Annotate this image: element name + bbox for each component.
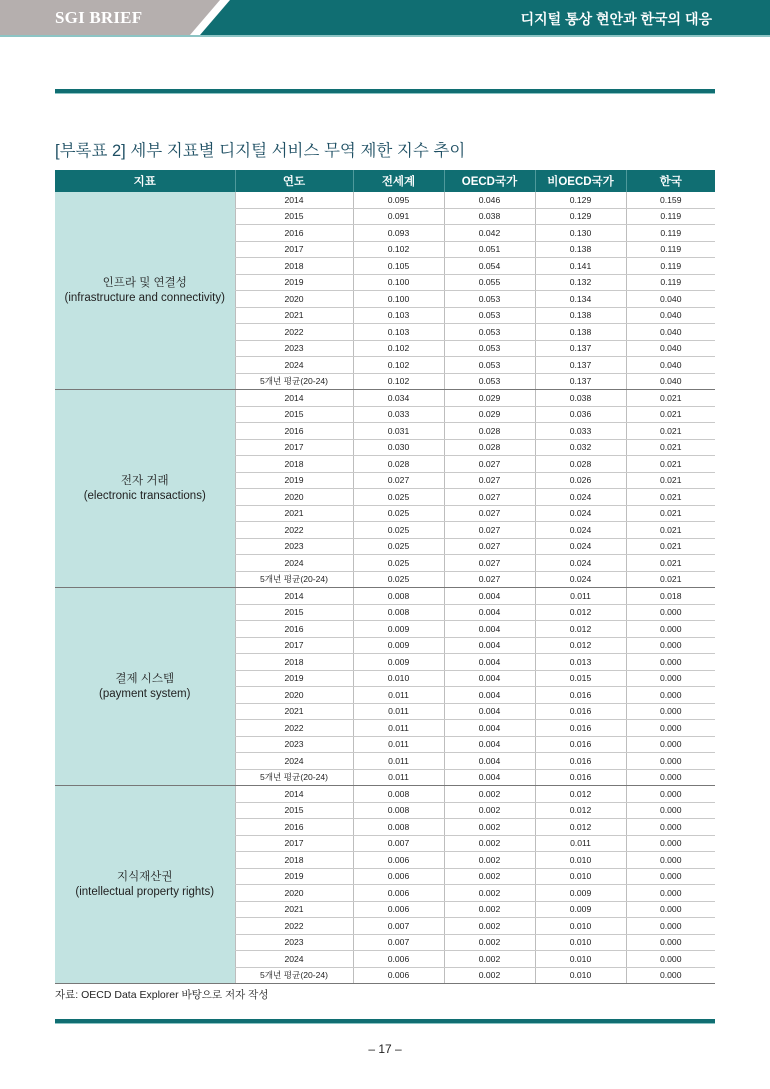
cell-oecd: 0.027: [444, 456, 535, 473]
cell-oecd: 0.053: [444, 291, 535, 308]
cell-korea: 0.119: [626, 274, 715, 291]
cell-year: 2021: [235, 505, 353, 522]
table-header-row: [55, 170, 715, 192]
cell-non-oecd: 0.011: [535, 588, 626, 605]
cell-non-oecd: 0.129: [535, 208, 626, 225]
page-number: – 17 –: [368, 1042, 402, 1056]
cell-korea: 0.000: [626, 703, 715, 720]
cell-year: 2014: [235, 192, 353, 208]
cell-year: 2024: [235, 951, 353, 968]
data-table: [55, 170, 715, 984]
cell-world: 0.007: [353, 918, 444, 935]
cell-korea: 0.040: [626, 357, 715, 374]
cell-year: 2018: [235, 852, 353, 869]
cell-non-oecd: 0.137: [535, 357, 626, 374]
cell-korea: 0.000: [626, 951, 715, 968]
cell-world: 0.011: [353, 703, 444, 720]
cell-year: 2020: [235, 885, 353, 902]
cell-korea: 0.021: [626, 456, 715, 473]
cell-oecd: 0.029: [444, 406, 535, 423]
cell-korea: 0.040: [626, 340, 715, 357]
cell-oecd: 0.027: [444, 538, 535, 555]
table-row: [55, 192, 715, 208]
cell-non-oecd: 0.036: [535, 406, 626, 423]
cell-oecd: 0.004: [444, 621, 535, 638]
cell-oecd: 0.053: [444, 307, 535, 324]
cell-year: 2017: [235, 439, 353, 456]
cell-oecd: 0.046: [444, 192, 535, 208]
cell-year: 2015: [235, 208, 353, 225]
cell-oecd: 0.004: [444, 654, 535, 671]
cell-oecd: 0.004: [444, 753, 535, 770]
cell-oecd: 0.027: [444, 472, 535, 489]
cell-oecd: 0.004: [444, 736, 535, 753]
cell-oecd: 0.002: [444, 934, 535, 951]
cell-korea: 0.000: [626, 720, 715, 737]
cell-oecd: 0.053: [444, 340, 535, 357]
cell-korea: 0.000: [626, 654, 715, 671]
cell-world: 0.091: [353, 208, 444, 225]
cell-year: 2021: [235, 901, 353, 918]
cell-non-oecd: 0.028: [535, 456, 626, 473]
column-header-korea: 한국: [626, 170, 715, 192]
cell-non-oecd: 0.038: [535, 390, 626, 407]
cell-non-oecd: 0.024: [535, 489, 626, 506]
cell-oecd: 0.002: [444, 967, 535, 984]
column-header-non-oecd: 비OECD국가: [535, 170, 626, 192]
cell-korea: 0.119: [626, 208, 715, 225]
cell-korea: 0.021: [626, 390, 715, 407]
cell-year: 2015: [235, 802, 353, 819]
cell-korea: 0.000: [626, 769, 715, 786]
indicator-name-ko: 결제 시스템: [115, 672, 175, 685]
cell-non-oecd: 0.138: [535, 307, 626, 324]
cell-oecd: 0.027: [444, 555, 535, 572]
cell-year: 2015: [235, 604, 353, 621]
cell-korea: 0.000: [626, 934, 715, 951]
cell-non-oecd: 0.138: [535, 324, 626, 341]
cell-world: 0.103: [353, 307, 444, 324]
cell-oecd: 0.004: [444, 687, 535, 704]
cell-year: 2016: [235, 423, 353, 440]
cell-oecd: 0.004: [444, 588, 535, 605]
cell-non-oecd: 0.010: [535, 852, 626, 869]
cell-year: 2024: [235, 555, 353, 572]
cell-year: 5개년 평균(20-24): [235, 571, 353, 588]
cell-korea: 0.000: [626, 753, 715, 770]
cell-korea: 0.040: [626, 291, 715, 308]
cell-year: 2020: [235, 489, 353, 506]
cell-world: 0.102: [353, 340, 444, 357]
cell-oecd: 0.027: [444, 505, 535, 522]
cell-world: 0.025: [353, 522, 444, 539]
cell-oecd: 0.002: [444, 802, 535, 819]
cell-korea: 0.021: [626, 555, 715, 572]
header-underline: [0, 35, 770, 37]
cell-non-oecd: 0.012: [535, 819, 626, 836]
column-header-world: 전세계: [353, 170, 444, 192]
cell-korea: 0.021: [626, 571, 715, 588]
cell-non-oecd: 0.009: [535, 901, 626, 918]
cell-non-oecd: 0.016: [535, 753, 626, 770]
cell-year: 2019: [235, 274, 353, 291]
column-header-oecd: OECD국가: [444, 170, 535, 192]
cell-oecd: 0.002: [444, 885, 535, 902]
cell-non-oecd: 0.129: [535, 192, 626, 208]
cell-world: 0.008: [353, 819, 444, 836]
indicator-name-ko: 전자 거래: [120, 474, 169, 487]
cell-year: 2022: [235, 918, 353, 935]
cell-non-oecd: 0.137: [535, 340, 626, 357]
cell-oecd: 0.002: [444, 868, 535, 885]
cell-year: 2023: [235, 934, 353, 951]
cell-oecd: 0.053: [444, 357, 535, 374]
cell-korea: 0.000: [626, 901, 715, 918]
cell-world: 0.009: [353, 654, 444, 671]
indicator-category-cell: [55, 390, 235, 588]
cell-oecd: 0.002: [444, 852, 535, 869]
cell-korea: 0.000: [626, 687, 715, 704]
cell-oecd: 0.004: [444, 703, 535, 720]
cell-oecd: 0.002: [444, 819, 535, 836]
cell-world: 0.031: [353, 423, 444, 440]
cell-oecd: 0.004: [444, 670, 535, 687]
indicator-category-cell: [55, 588, 235, 786]
cell-year: 5개년 평균(20-24): [235, 769, 353, 786]
cell-year: 2019: [235, 868, 353, 885]
cell-world: 0.095: [353, 192, 444, 208]
cell-year: 2022: [235, 324, 353, 341]
cell-non-oecd: 0.024: [535, 538, 626, 555]
cell-world: 0.006: [353, 951, 444, 968]
cell-world: 0.105: [353, 258, 444, 275]
cell-oecd: 0.004: [444, 769, 535, 786]
cell-year: 2018: [235, 654, 353, 671]
cell-world: 0.025: [353, 538, 444, 555]
cell-non-oecd: 0.137: [535, 373, 626, 390]
cell-year: 2023: [235, 538, 353, 555]
indicator-category-cell: [55, 192, 235, 390]
cell-oecd: 0.042: [444, 225, 535, 242]
cell-world: 0.025: [353, 555, 444, 572]
cell-non-oecd: 0.012: [535, 604, 626, 621]
column-header-year: 연도: [235, 170, 353, 192]
document-title: 디지털 통상 현안과 한국의 대응: [520, 11, 712, 27]
cell-year: 2024: [235, 753, 353, 770]
cell-world: 0.100: [353, 291, 444, 308]
cell-world: 0.102: [353, 373, 444, 390]
cell-non-oecd: 0.009: [535, 885, 626, 902]
cell-non-oecd: 0.012: [535, 637, 626, 654]
cell-oecd: 0.004: [444, 604, 535, 621]
cell-non-oecd: 0.011: [535, 835, 626, 852]
header-bar: [0, 0, 770, 35]
cell-korea: 0.000: [626, 868, 715, 885]
cell-korea: 0.000: [626, 967, 715, 984]
bottom-rule: [55, 1019, 715, 1024]
cell-non-oecd: 0.016: [535, 703, 626, 720]
cell-non-oecd: 0.033: [535, 423, 626, 440]
cell-non-oecd: 0.134: [535, 291, 626, 308]
cell-world: 0.100: [353, 274, 444, 291]
cell-non-oecd: 0.012: [535, 786, 626, 803]
cell-korea: 0.119: [626, 241, 715, 258]
cell-korea: 0.000: [626, 918, 715, 935]
cell-non-oecd: 0.132: [535, 274, 626, 291]
cell-non-oecd: 0.032: [535, 439, 626, 456]
cell-korea: 0.000: [626, 637, 715, 654]
cell-korea: 0.040: [626, 307, 715, 324]
cell-non-oecd: 0.024: [535, 522, 626, 539]
cell-korea: 0.021: [626, 406, 715, 423]
cell-year: 2016: [235, 621, 353, 638]
cell-non-oecd: 0.024: [535, 571, 626, 588]
cell-year: 2022: [235, 522, 353, 539]
cell-world: 0.102: [353, 241, 444, 258]
cell-year: 2022: [235, 720, 353, 737]
indicator-name-ko: 인프라 및 연결성: [102, 276, 187, 289]
indicator-name-ko: 지식재산권: [116, 870, 173, 883]
indicator-category-cell: [55, 786, 235, 984]
cell-year: 2016: [235, 225, 353, 242]
cell-year: 2018: [235, 456, 353, 473]
cell-oecd: 0.038: [444, 208, 535, 225]
cell-korea: 0.000: [626, 670, 715, 687]
cell-non-oecd: 0.024: [535, 505, 626, 522]
cell-oecd: 0.002: [444, 835, 535, 852]
cell-oecd: 0.028: [444, 439, 535, 456]
cell-non-oecd: 0.012: [535, 802, 626, 819]
cell-korea: 0.000: [626, 621, 715, 638]
cell-year: 2019: [235, 472, 353, 489]
cell-oecd: 0.027: [444, 522, 535, 539]
cell-world: 0.010: [353, 670, 444, 687]
cell-year: 2023: [235, 340, 353, 357]
cell-world: 0.093: [353, 225, 444, 242]
cell-oecd: 0.002: [444, 786, 535, 803]
cell-oecd: 0.051: [444, 241, 535, 258]
cell-year: 2020: [235, 291, 353, 308]
cell-world: 0.008: [353, 802, 444, 819]
cell-world: 0.028: [353, 456, 444, 473]
cell-korea: 0.119: [626, 225, 715, 242]
cell-world: 0.011: [353, 736, 444, 753]
indicator-name-en: (electronic transactions): [83, 489, 206, 502]
cell-korea: 0.000: [626, 786, 715, 803]
cell-world: 0.033: [353, 406, 444, 423]
cell-korea: 0.021: [626, 538, 715, 555]
cell-non-oecd: 0.016: [535, 769, 626, 786]
cell-oecd: 0.027: [444, 571, 535, 588]
cell-oecd: 0.002: [444, 918, 535, 935]
cell-non-oecd: 0.016: [535, 720, 626, 737]
cell-korea: 0.119: [626, 258, 715, 275]
cell-oecd: 0.053: [444, 373, 535, 390]
source-note: 자료: OECD Data Explorer 바탕으로 저자 작성: [55, 989, 269, 1001]
cell-year: 2023: [235, 736, 353, 753]
cell-world: 0.007: [353, 934, 444, 951]
cell-korea: 0.000: [626, 802, 715, 819]
cell-korea: 0.021: [626, 423, 715, 440]
cell-world: 0.007: [353, 835, 444, 852]
indicator-name-en: (intellectual property rights): [75, 885, 215, 898]
cell-oecd: 0.028: [444, 423, 535, 440]
cell-world: 0.011: [353, 687, 444, 704]
cell-world: 0.025: [353, 571, 444, 588]
cell-korea: 0.000: [626, 819, 715, 836]
cell-korea: 0.000: [626, 736, 715, 753]
cell-korea: 0.040: [626, 373, 715, 390]
cell-non-oecd: 0.130: [535, 225, 626, 242]
cell-non-oecd: 0.141: [535, 258, 626, 275]
cell-korea: 0.021: [626, 439, 715, 456]
cell-non-oecd: 0.010: [535, 868, 626, 885]
cell-korea: 0.000: [626, 885, 715, 902]
indicator-name-en: (payment system): [99, 687, 191, 700]
cell-world: 0.008: [353, 786, 444, 803]
cell-world: 0.103: [353, 324, 444, 341]
cell-year: 2021: [235, 307, 353, 324]
cell-non-oecd: 0.024: [535, 555, 626, 572]
cell-non-oecd: 0.026: [535, 472, 626, 489]
cell-world: 0.006: [353, 885, 444, 902]
brand-label: SGI BRIEF: [55, 8, 143, 27]
cell-oecd: 0.054: [444, 258, 535, 275]
table-row: [55, 588, 715, 605]
cell-world: 0.025: [353, 505, 444, 522]
cell-year: 2024: [235, 357, 353, 374]
cell-non-oecd: 0.138: [535, 241, 626, 258]
cell-year: 5개년 평균(20-24): [235, 373, 353, 390]
cell-oecd: 0.004: [444, 637, 535, 654]
cell-korea: 0.018: [626, 588, 715, 605]
cell-world: 0.025: [353, 489, 444, 506]
cell-korea: 0.021: [626, 505, 715, 522]
cell-year: 2019: [235, 670, 353, 687]
cell-non-oecd: 0.016: [535, 736, 626, 753]
table-body: [55, 192, 715, 984]
cell-year: 2014: [235, 390, 353, 407]
cell-year: 2018: [235, 258, 353, 275]
cell-world: 0.006: [353, 852, 444, 869]
cell-korea: 0.021: [626, 522, 715, 539]
cell-non-oecd: 0.016: [535, 687, 626, 704]
indicator-name-en: (infrastructure and connectivity): [64, 291, 225, 304]
table-title: [부록표 2] 세부 지표별 디지털 서비스 무역 제한 지수 추이: [55, 142, 466, 160]
cell-world: 0.030: [353, 439, 444, 456]
cell-world: 0.034: [353, 390, 444, 407]
cell-world: 0.009: [353, 621, 444, 638]
cell-korea: 0.000: [626, 835, 715, 852]
cell-world: 0.011: [353, 769, 444, 786]
cell-korea: 0.021: [626, 489, 715, 506]
table-row: [55, 390, 715, 407]
cell-oecd: 0.053: [444, 324, 535, 341]
cell-world: 0.006: [353, 967, 444, 984]
cell-year: 2017: [235, 835, 353, 852]
cell-non-oecd: 0.015: [535, 670, 626, 687]
cell-year: 2015: [235, 406, 353, 423]
cell-non-oecd: 0.012: [535, 621, 626, 638]
cell-world: 0.006: [353, 868, 444, 885]
cell-oecd: 0.029: [444, 390, 535, 407]
cell-year: 5개년 평균(20-24): [235, 967, 353, 984]
cell-non-oecd: 0.010: [535, 918, 626, 935]
cell-world: 0.011: [353, 753, 444, 770]
cell-world: 0.006: [353, 901, 444, 918]
cell-non-oecd: 0.010: [535, 967, 626, 984]
cell-world: 0.008: [353, 588, 444, 605]
cell-year: 2016: [235, 819, 353, 836]
cell-non-oecd: 0.010: [535, 934, 626, 951]
cell-world: 0.011: [353, 720, 444, 737]
table-row: [55, 786, 715, 803]
cell-korea: 0.040: [626, 324, 715, 341]
cell-oecd: 0.002: [444, 901, 535, 918]
cell-world: 0.009: [353, 637, 444, 654]
cell-korea: 0.159: [626, 192, 715, 208]
cell-oecd: 0.004: [444, 720, 535, 737]
cell-year: 2014: [235, 786, 353, 803]
top-rule: [55, 89, 715, 94]
cell-oecd: 0.055: [444, 274, 535, 291]
cell-year: 2014: [235, 588, 353, 605]
cell-world: 0.008: [353, 604, 444, 621]
cell-non-oecd: 0.013: [535, 654, 626, 671]
cell-year: 2021: [235, 703, 353, 720]
cell-non-oecd: 0.010: [535, 951, 626, 968]
cell-korea: 0.021: [626, 472, 715, 489]
cell-year: 2017: [235, 637, 353, 654]
cell-oecd: 0.027: [444, 489, 535, 506]
cell-korea: 0.000: [626, 604, 715, 621]
cell-oecd: 0.002: [444, 951, 535, 968]
cell-year: 2020: [235, 687, 353, 704]
cell-world: 0.102: [353, 357, 444, 374]
column-header-indicator: 지표: [55, 170, 235, 192]
cell-korea: 0.000: [626, 852, 715, 869]
cell-year: 2017: [235, 241, 353, 258]
cell-world: 0.027: [353, 472, 444, 489]
